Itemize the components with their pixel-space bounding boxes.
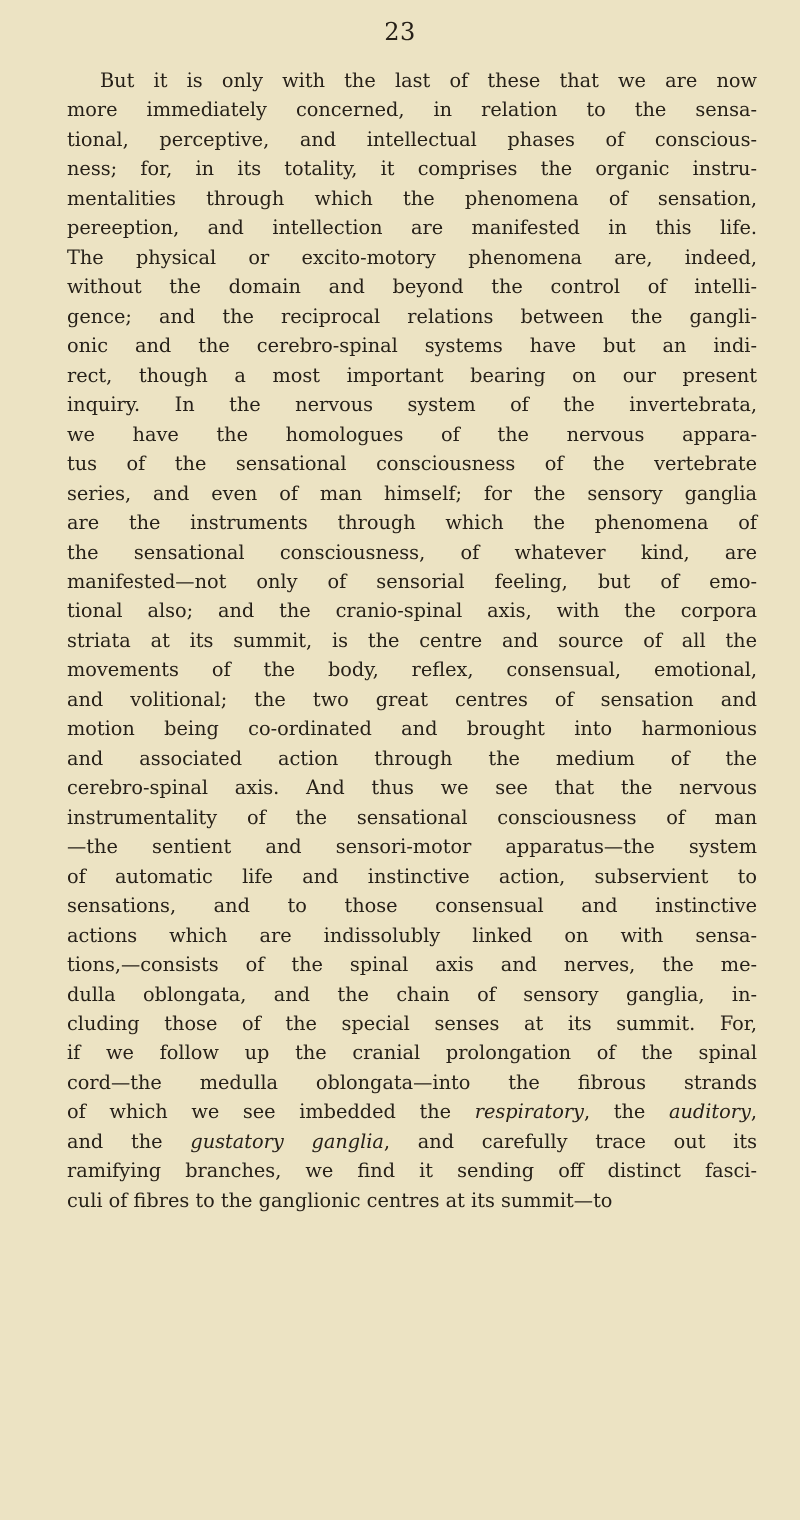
italic-term-respiratory: respiratory [474, 1100, 584, 1124]
body-paragraph [67, 66, 757, 1215]
text-fragment: , the [583, 1100, 646, 1124]
text-line: motion being co-ordinated and brought into harmonious [67, 717, 757, 741]
text-line: culi of fibres to the ganglionic centres at its summit—to [67, 1188, 613, 1212]
text-line-with-italics [67, 1097, 757, 1126]
text-line: are the instruments through which the phenomena of [67, 511, 757, 535]
text-line: cluding those of the special senses at its summit. For, [67, 1012, 757, 1035]
text-line: if we follow up the cranial prolongation of the spinal [67, 1041, 757, 1065]
text-line: tional also; and the cranio-spinal axis, with the corpora [67, 599, 757, 623]
text-line: without the domain and beyond the control of intelli- [67, 275, 757, 299]
text-line: rect, though a most important bearing on our present [67, 363, 757, 387]
text-line: manifested—not only of sensorial feeling, but of emo- [67, 569, 757, 593]
text-line: pereeption, and intellection are manifested in this life. [67, 216, 757, 240]
text-line: instrumentality of the sensational consciousness of man [67, 805, 757, 829]
text-fragment: , [750, 1100, 757, 1124]
text-line: The physical or excito-motory phenomena are, indeed, [67, 245, 757, 269]
text-line: inquiry. In the nervous system of the invertebrata, [67, 393, 757, 417]
text-line: onic and the cerebro-spinal systems have but an indi- [67, 334, 757, 358]
text-line: the sensational consciousness, of whatever kind, are [67, 540, 757, 564]
text-line: ramifying branches, we find it sending off distinct fasci- [67, 1159, 757, 1183]
text-line: and volitional; the two great centres of sensation and [67, 687, 757, 711]
text-fragment: of which we see imbedded the [67, 1100, 452, 1124]
text-line: cord—the medulla oblongata—into the fibrous strands [67, 1070, 757, 1094]
text-line: gence; and the reciprocal relations between the gangli- [67, 304, 757, 328]
text-line: series, and even of man himself; for the sensory ganglia [67, 481, 757, 505]
text-line: and associated action through the medium of the [67, 746, 757, 770]
text-line-with-italics [67, 1127, 757, 1156]
text-line: dulla oblongata, and the chain of sensory ganglia, in- [67, 982, 757, 1006]
text-fragment: , and carefully trace out its [383, 1129, 757, 1153]
text-line: cerebro-spinal axis. And thus we see that the nervous [67, 776, 757, 800]
text-line: tus of the sensational consciousness of the vertebrate [67, 452, 757, 476]
text-line: —the sentient and sensori-motor apparatus—the system [67, 835, 757, 859]
text-line: of automatic life and instinctive action, subservient to [67, 864, 757, 888]
text-line: mentalities through which the phenomena of sensation, [67, 186, 757, 210]
italic-term-gustatory-ganglia: gustatory ganglia [190, 1129, 384, 1153]
text-line: movements of the body, reflex, consensual, emotional, [67, 658, 757, 682]
text-line: But it is only with the last of these that we are now [100, 69, 757, 92]
text-line: actions which are indissolubly linked on with sensa- [67, 923, 757, 947]
italic-term-auditory: auditory [668, 1100, 751, 1124]
text-line: striata at its summit, is the centre and source of all the [67, 628, 757, 652]
text-line: tions,—consists of the spinal axis and nerves, the me- [67, 953, 757, 977]
text-line: sensations, and to those consensual and instinctive [67, 894, 757, 918]
text-line: ness; for, in its totality, it comprises the organic instru- [67, 157, 757, 181]
text-line: tional, perceptive, and intellectual phases of conscious- [67, 127, 757, 151]
text-line: we have the homologues of the nervous appara- [67, 422, 757, 446]
text-line: more immediately concerned, in relation to the sensa- [67, 98, 757, 122]
text-fragment: and the [67, 1129, 163, 1153]
page-number: 23 [384, 18, 416, 46]
